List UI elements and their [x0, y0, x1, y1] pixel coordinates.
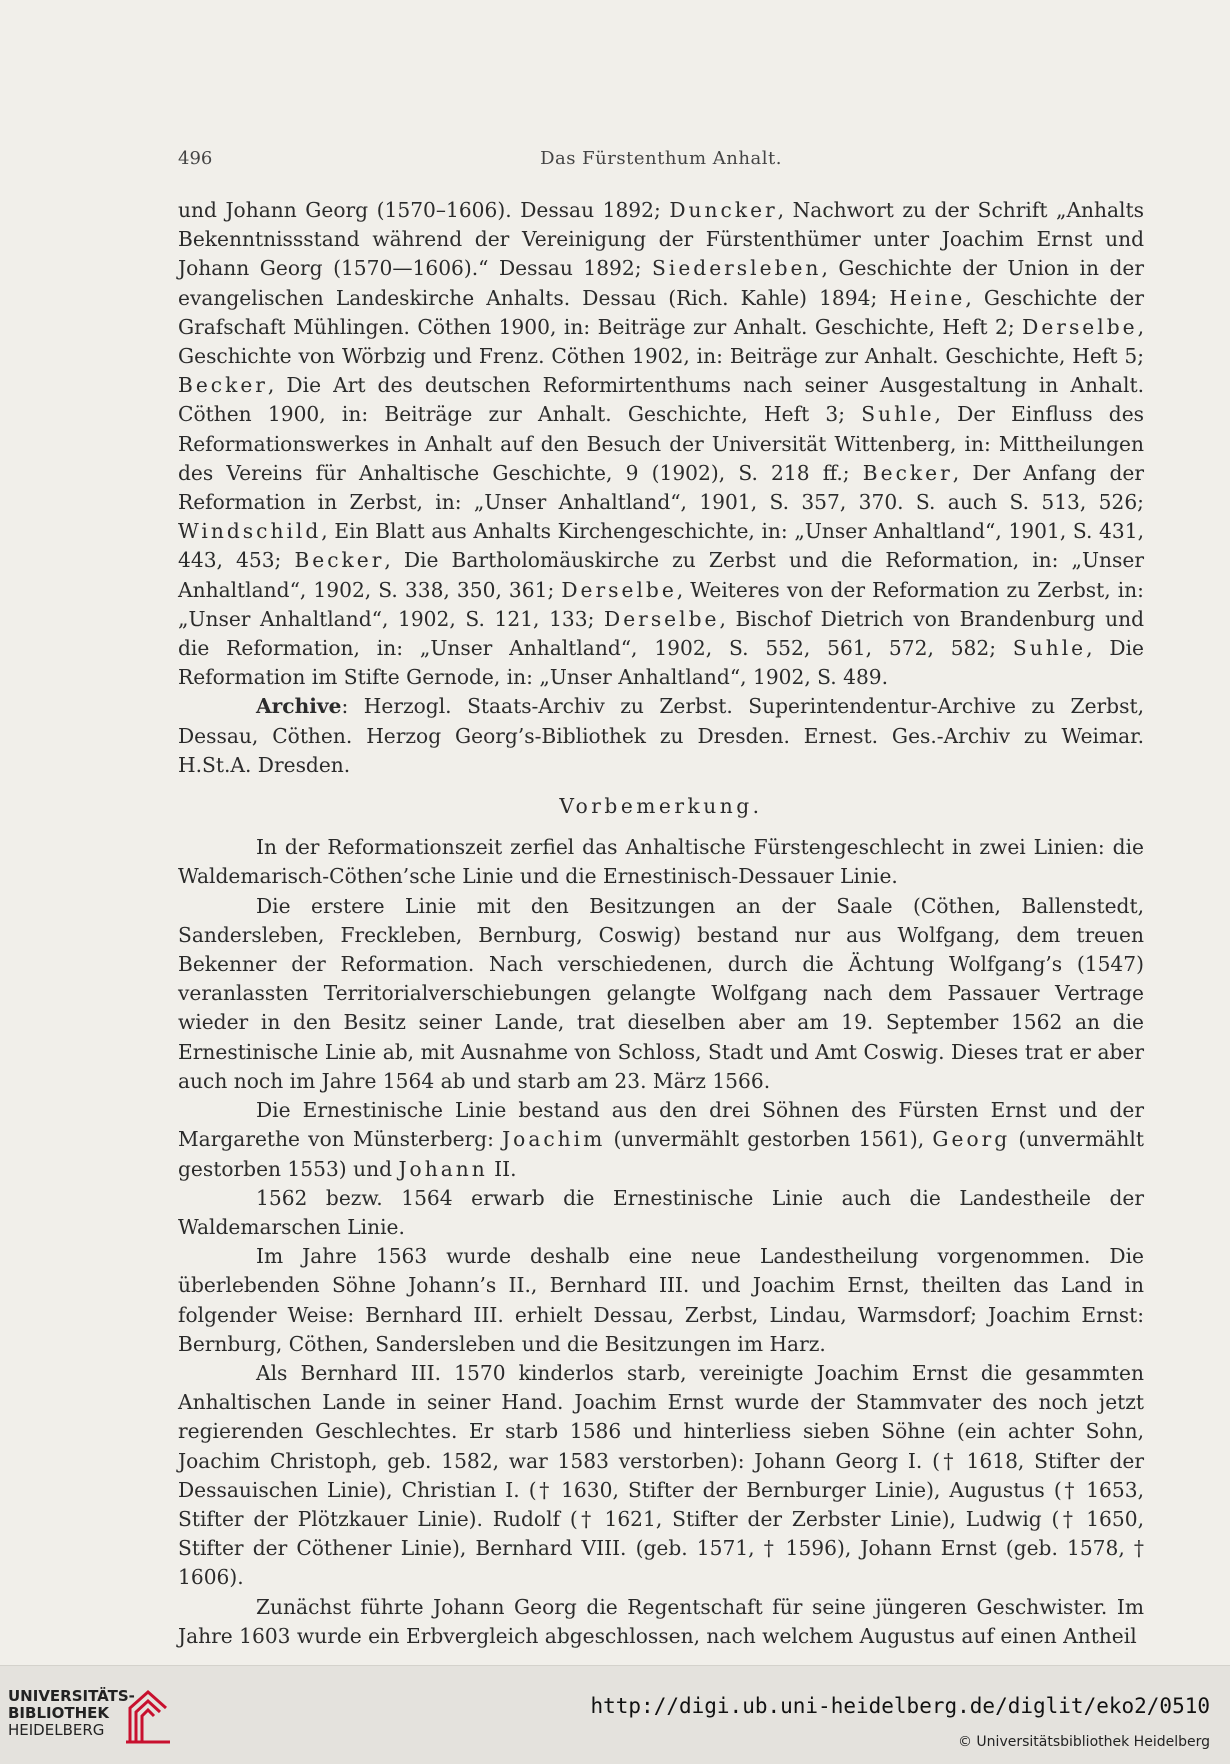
viewer-footer [0, 1665, 1230, 1764]
header-title: Das Fürstenthum Anhalt. [540, 148, 782, 169]
author-name: Heine [889, 285, 966, 310]
author-name: Suhle [861, 402, 935, 427]
bibliography-paragraph: und Johann Georg (1570–1606). Dessau 1892; Duncker, Nachwort zu der Schrift „Anhalts Bekenntnissstand während der Vereinigung der Fürstenthümer unter Joachim Ernst und Johann Georg (1570—1606).“ Dessau 1892; Siedersleben, Geschichte der Union in der evangelischen Landeskirche Anhalts. Dessau (Rich. Kahle) 1894; Heine, Geschichte der Grafschaft Mühlingen. Cöthen 1900, in: Beiträge zur Anhalt. Geschichte, Heft 2; Derselbe, Geschichte von Wörbzig und Frenz. Cöthen 1902, in: Beiträge zur Anhalt. Geschichte, Heft 5; Becker, Die Art des deutschen Reformirtenthums nach seiner Ausgestaltung in Anhalt. Cöthen 1900, in: Beiträge zur Anhalt. Geschichte, Heft 3; Suhle, Der Einfluss des Reformationswerkes in Anhalt auf den Besuch der Universität Wittenberg, in: Mittheilungen des Vereins für Anhaltische Geschichte, 9 (1902), S. 218 ff.; Becker, Der Anfang der Reformation in Zerbst, in: „Unser Anhaltland“, 1901, S. 357, 370. S. auch S. 513, 526; Windschild, Ein Blatt aus Anhalts Kirchengeschichte, in: „Unser Anhaltland“, 1901, S. 431, 443, 453; Becker, Die Bartholomäuskirche zu Zerbst und die Reformation, in: „Unser Anhaltland“, 1902, S. 338, 350, 361; Derselbe, Weiteres von der Reformation zu Zerbst, in: „Unser Anhaltland“, 1902, S. 121, 133; Derselbe, Bischof Dietrich von Brandenburg und die Reformation, in: „Unser Anhaltland“, 1902, S. 552, 561, 572, 582; Suhle, Die Reformation im Stifte Gernode, in: „Unser Anhaltland“, 1902, S. 489. [178, 198, 1145, 690]
library-logo-text: UNIVERSITÄTS- BIBLIOTHEK HEIDELBERG [8, 1687, 135, 1739]
paragraph-3: Die Ernestinische Linie bestand aus den drei Söhnen des Fürsten Ernst und der Margarethe von Münsterberg: Joachim (unvermählt gestorben 1561), Georg (unvermählt gestorben 1553) und Johann II. [178, 1098, 1145, 1181]
person-name: Georg [932, 1127, 1011, 1152]
author-name: Derselbe [604, 606, 720, 631]
author-name: Siedersleben [652, 256, 822, 281]
section-heading: Vorbemerkung. [559, 794, 763, 819]
running-head [178, 148, 1144, 178]
copyright-notice: © Universitätsbibliothek Heidelberg [957, 1734, 1210, 1750]
archive-paragraph [178, 692, 1144, 780]
permalink-url[interactable]: http://digi.ub.uni-heidelberg.de/diglit/eko2/0510 [590, 1694, 1210, 1718]
author-name: Derselbe [561, 577, 677, 602]
archive-label: Archive [256, 694, 342, 719]
author-name: Becker [294, 548, 385, 573]
archive-text: : Herzogl. Staats-Archiv zu Zerbst. Superintendentur-Archive zu Zerbst, Dessau, Cöthen. Herzog Georg’s-Bibliothek zu Dresden. Ernest. Ges.-Archiv zu Weimar. H.St.A. Dresden. [178, 694, 1144, 777]
paragraph-1: In der Reformationszeit zerfiel das Anhaltische Fürstengeschlecht in zwei Linien: die Waldemarisch-Cöthen’sche Linie und die Ernestinisch-Dessauer Linie. [178, 835, 1144, 889]
body-text [178, 196, 1144, 1651]
library-logo-icon [122, 1684, 174, 1746]
author-name: Suhle [1012, 636, 1087, 661]
person-name: Joachim [502, 1127, 606, 1152]
person-name: Johann [398, 1156, 488, 1181]
author-name: Derselbe [1022, 314, 1138, 339]
paragraph-7: Zunächst führte Johann Georg die Regentschaft für seine jüngeren Geschwister. Im Jahre 1603 wurde ein Erbvergleich abgeschlossen, nach welchem Augustus auf einen Antheil [178, 1594, 1144, 1648]
paragraph-4: 1562 bezw. 1564 erwarb die Ernestinische Linie auch die Landestheile der Waldemarschen Linie. [178, 1185, 1144, 1239]
author-name: Windschild [178, 519, 322, 544]
paragraph-6: Als Bernhard III. 1570 kinderlos starb, vereinigte Joachim Ernst die gesammten Anhaltischen Lande in seiner Hand. Joachim Ernst wurde der Stammvater des noch jetzt regierenden Geschlechtes. Er starb 1586 und hinterliess sieben Söhne (ein achter Sohn, Joachim Christoph, geb. 1582, war 1583 verstorben): Johann Georg I. († 1618, Stifter der Dessauischen Linie), Christian I. († 1630, Stifter der Bernburger Linie), Augustus († 1653, Stifter der Plötzkauer Linie). Rudolf († 1621, Stifter der Zerbster Linie), Ludwig († 1650, Stifter der Cöthener Linie), Bernhard VIII. (geb. 1571, † 1596), Johann Ernst (geb. 1578, † 1606). [178, 1360, 1144, 1590]
paragraph-5: Im Jahre 1563 wurde deshalb eine neue Landestheilung vorgenommen. Die überlebenden Söhne Johann’s II., Bernhard III. und Joachim Ernst, theilten das Land in folgender Weise: Bernhard III. erhielt Dessau, Zerbst, Lindau, Warmsdorf; Joachim Ernst: Bernburg, Cöthen, Sandersleben und die Besitzungen im Harz. [178, 1244, 1144, 1356]
page-number: 496 [178, 148, 213, 169]
author-name: Becker [178, 373, 268, 398]
author-name: Becker [862, 460, 953, 485]
paragraph-2: Die erstere Linie mit den Besitzungen an der Saale (Cöthen, Ballenstedt, Sandersleben, Freckleben, Bernburg, Coswig) bestand nur aus Wolfgang, dem treuen Bekenner der Reformation. Nach verschiedenen, durch die Ächtung Wolfgang’s (1547) veranlassten Territorialverschiebungen gelangte Wolfgang nach dem Passauer Vertrage wieder in den Besitz seiner Lande, trat dieselben aber am 19. September 1562 an die Ernestinische Linie ab, mit Ausnahme von Schloss, Stadt und Amt Coswig. Dieses trat er aber auch noch im Jahre 1564 ab und starb am 23. März 1566. [178, 893, 1144, 1093]
author-name: Duncker [669, 198, 778, 222]
